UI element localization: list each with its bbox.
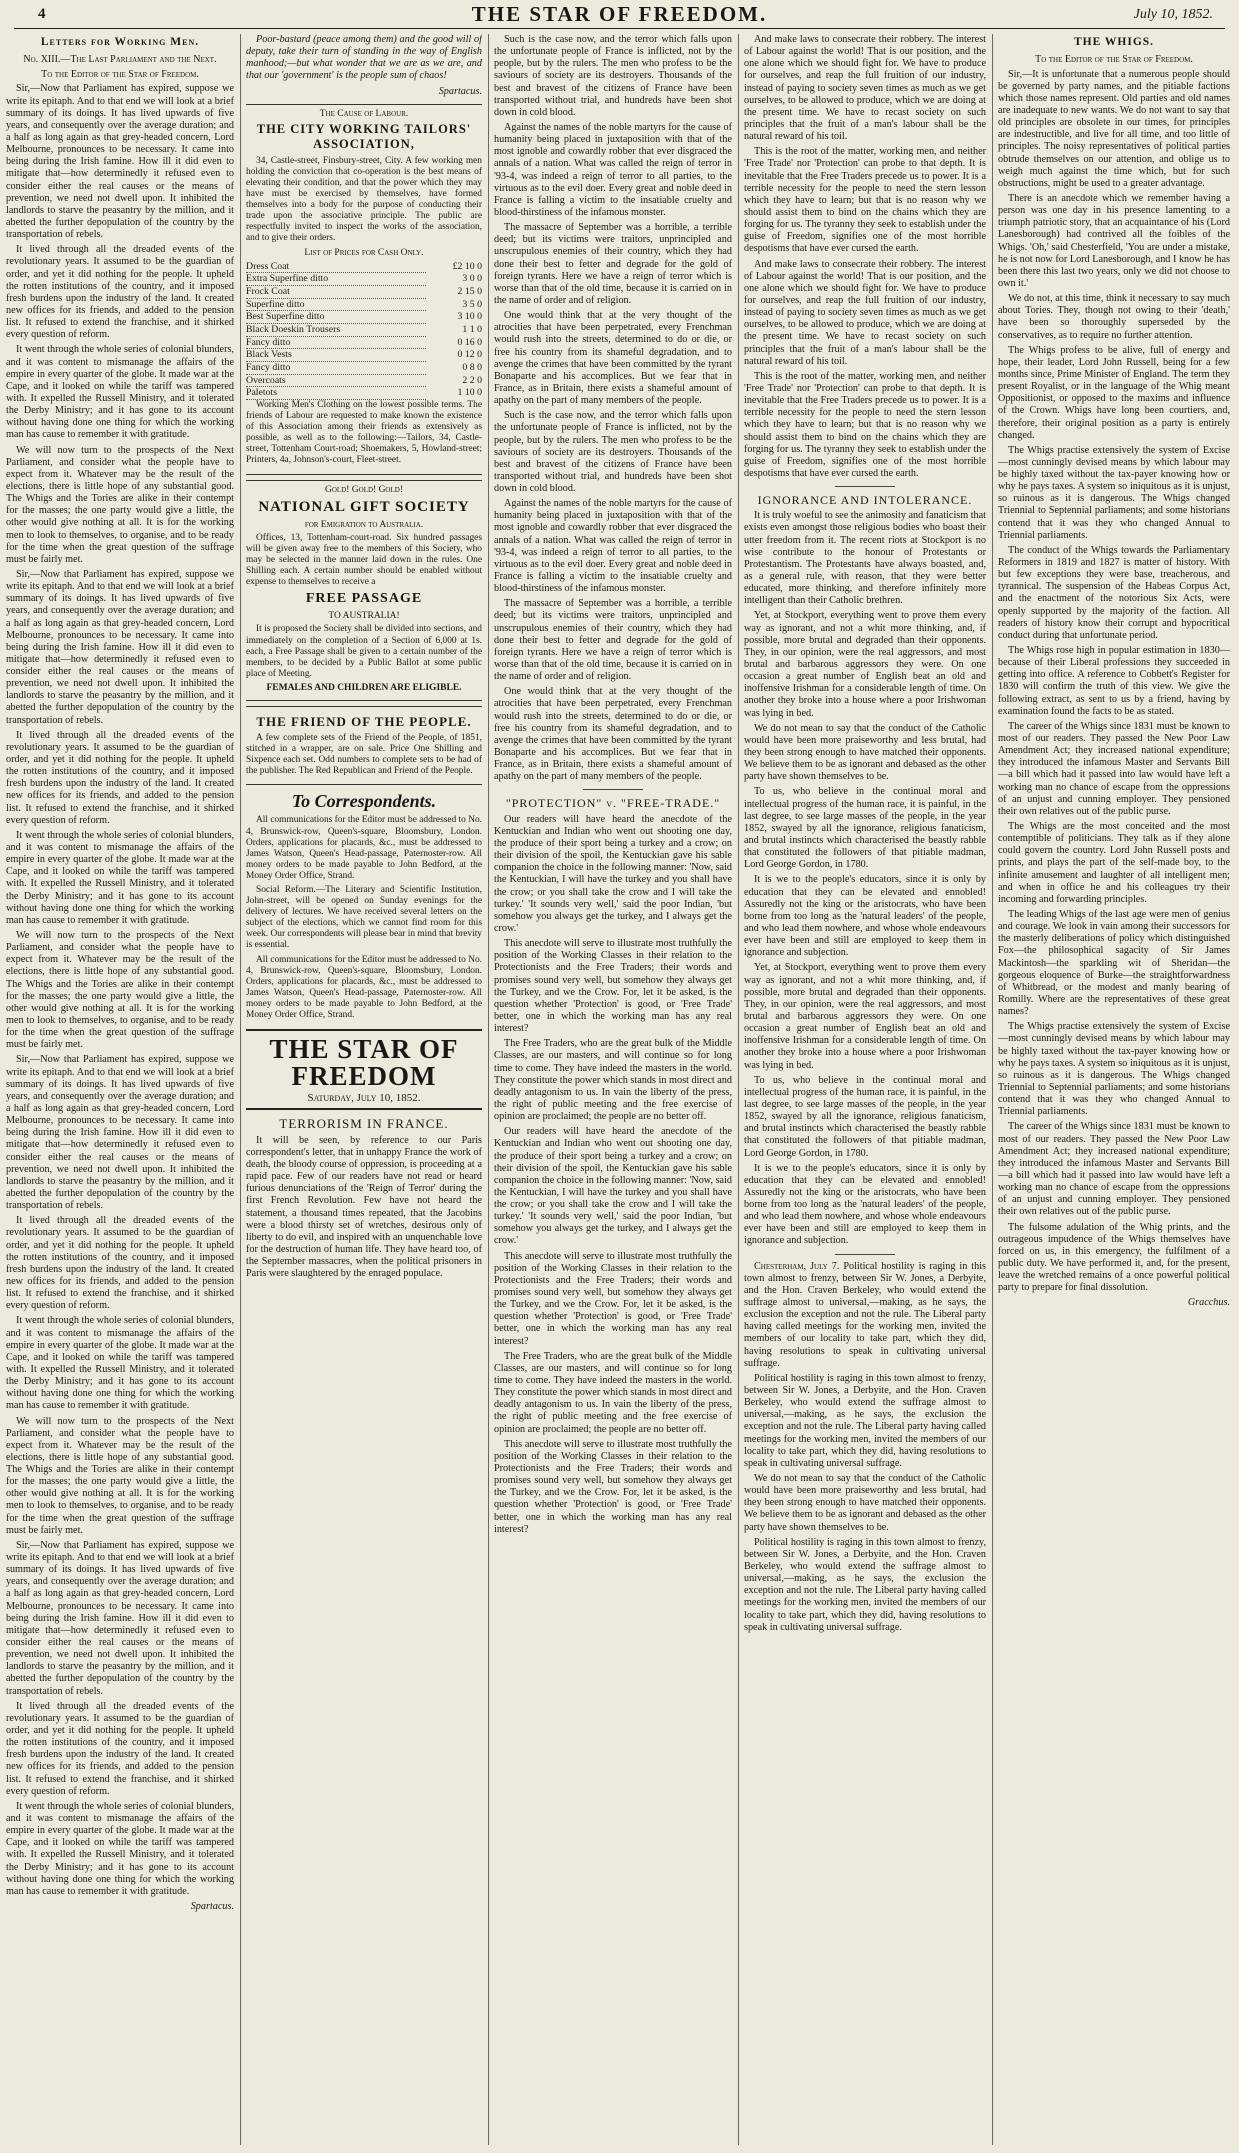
letters-signature: Spartacus.: [190, 1900, 234, 1912]
friend-heading: THE FRIEND OF THE PEOPLE.: [256, 714, 472, 730]
price-row: [246, 324, 482, 337]
protection-continued: And make laws to consecrate their robbery. The interest of Labour against the world! That is our position, and the one alone which we should fight for. We have to produce for ourselves, and reap the full fruition of our industry, instead of paying to society seven times as much as we get ourselves, to be allowed to produce, which we are doing at the present time. We have to recast society on such principles that the fruit of a man's labour shall be the natural reward of his toil.: [744, 258, 986, 367]
protection-paragraph: The Free Traders, who are the great bulk of the Middle Classes, are our masters, and will continue so for long time to come. They have indeed the masters in the world. They constitute the power which stands in most direct and deadly antagonism to us. In vain the liberty of the press, the right of public meeting and the free exercise of opinion are proclaimed; the people are no better off.: [494, 1350, 732, 1435]
protection-continued: This is the root of the matter, working men, and neither 'Free Trade' nor 'Protection' can probe to that depth. It is inevitable that the Free Traders precede us to power. It is a terrible necessity for the people to need the stern lesson which they have to learn; but that is no reason why we should assist them to bind on the chains which they are forging for us. The tyranny they seek to establish under the guise of Freedom, signifies one of the most horrible despotisms that have ever cursed the earth.: [744, 370, 986, 479]
price-value: 1 10 0: [457, 387, 482, 399]
price-value: 1 1 0: [462, 324, 482, 336]
whigs-paragraph: There is an anecdote which we remember having a person was one day in his presence lamenting to a triumph patriotic story, that an acquaintance of his (Lord Lanesborough) had contrived all the foibles of the Whigs. 'Oh,' said Chesterfield, 'You are under a mistake, he is not now for Lord Lanesborough, and I know he has been there this last two years, only we did not choose to own it.': [998, 192, 1230, 289]
gift-society-advertisement: [246, 480, 482, 702]
protection-paragraph: This anecdote will serve to illustrate most truthfully the position of the Working Classes in their relation to the Protectionists and the Free Traders; their words and promises sound very well, but somehow they always get the Turkey, and we the Crow. For, let it be asked, is the question whether 'Protection' is good, or 'Free Trade' better, one in which the working man has any real interest?: [494, 1438, 732, 1535]
price-row: [246, 311, 482, 324]
price-item: Fancy ditto: [246, 336, 426, 349]
price-value: 0 8 0: [462, 362, 482, 374]
terrorism-continued: Against the names of the noble martyrs for the cause of humanity being placed in juxtaposition with that of the most ignoble and cowardly robber that ever disgraced the annals of a nation. What was called the reign of terror in '93-4, was indeed a reign of terror to all parties, to the virtuous as to the evil doer. Every great and noble deed in France is falling a victim to the insatiable cruelty and blood-thirstiness of the infamous monster.: [494, 498, 732, 595]
free-passage-heading: FREE PASSAGE: [305, 591, 423, 607]
paper-date: Saturday, July 10, 1852.: [246, 1092, 482, 1110]
column-4: [744, 34, 986, 2145]
whigs-paragraph: The Whigs rose high in popular estimation in 1830—because of their Liberal professions they succeeded in getting into office. A reference to Cobbett's Register for 1830 will confirm the truth of this view. We give the following extract, as sent to us by a friend, having by examination found the facts to be as stated.: [998, 645, 1230, 717]
whigs-paragraph: The Whigs practise extensively the system of Excise—most cunningly devised means by which labour may be highly taxed without the tax-payer knowing how or why he pays taxes. A system so iniquitous as it is unjust, so ruinous as it is dangerous. The Whigs changed Triennial to Septennial parliaments; and some historians contend that it was they who changed Annual to Triennial parliaments.: [998, 444, 1230, 541]
column-divider: [240, 34, 241, 2145]
price-value: 3 0 0: [462, 273, 482, 285]
letters-to-editor: To the Editor of the Star of Freedom.: [41, 68, 199, 80]
price-row: [246, 387, 482, 400]
females-eligible: FEMALES AND CHILDREN ARE ELIGIBLE.: [266, 682, 462, 693]
terrorism-continued: One would think that at the very thought of the atrocities that have been perpetrated, every Frenchman would rush into the streets, determined to do or die, or free his country from its shameful degradation, and to avenge the crimes that have been committed by the tyrant Bonaparte and his accomplices. But we fear that in France, as in Britain, there exists a shameful amount of apathy on the part of many members of the people.: [494, 310, 732, 407]
closing-signature: Spartacus.: [438, 85, 482, 97]
issue-date: July 10, 1852.: [1133, 7, 1213, 22]
whigs-paragraph: The Whigs profess to be alive, full of energy and hope, their leader, Lord John Russell, being for a few months since, Prime Minister of England. The term they present Royalist, or in the language of the Whig meant Oppositionist, or opposed to the maxims and influence of the Crown. Whigs have long been courtiers, and, therefore, their original position as a party is entirely changed.: [998, 344, 1230, 441]
terrorism-continued: Such is the case now, and the terror which falls upon the unfortunate people of France is inflicted, not by the people, but by the rulers. The men who profess to be the saviours of society are its destroyers. Thousands of the best and bravest of the citizens of France have been transported without trial, and hundreds have been shot down in cold blood.: [494, 34, 732, 118]
terrorism-continued: The massacre of September was a horrible, a terrible deed; but its victims were traitors, unprincipled and unscrupulous enemies of their country, which they had done their best to fetter and degrade for the gold of foreign tyrants. Here we have a reign of terror which is worse than that of the old time, because it is carried on in the name of order and of religion.: [494, 598, 732, 683]
header-rule: [14, 28, 1225, 29]
letters-heading: Letters for Working Men.: [40, 36, 200, 48]
article-paragraph: It lived through all the dreaded events of the revolutionary years. It assumed to be the guardian of order, and yet it did nothing for the people. It upheld the rotten institutions of the country, and it imposed fresh burdens upon the industry of the land. It created new offices for its friends, and added to the pension list. It refused to extend the franchise, and it shirked every question of reform.: [6, 244, 234, 341]
article-paragraph: Sir,—Now that Parliament has expired, suppose we write its epitaph. And to that end we will look at a brief summary of its doings. It has lived upwards of five years, and consequently over the average duration; and a half as long again as that grey-headed concern, Lord Melbourne, pronounces to be necessary. It came into being during the Irish famine. How ill it did even to mitigate that—how determinedly it refused even to consider either the real causes or the means of prevention, we need not dwell upon. It inhibited the landlords to starve the peasantry by the million, and it abetted the further depopulation of the country by the transportation of rebels.: [6, 1539, 234, 1697]
price-row: [246, 336, 482, 349]
column-5: [998, 34, 1230, 2145]
whigs-paragraph: The conduct of the Whigs towards the Parliamentary Reformers in 1819 and 1827 is matter of history. With but few exceptions they were base, treacherous, and tyrannical. The suspension of the Habeas Corpus Act, and the enactment of the notorious Six Acts, were openly supported by the majority of the faction. All readers of history know their corrupt and hypocritical conduct during that unfortunate period.: [998, 544, 1230, 641]
whigs-paragraph: The Whigs are the most conceited and the most contemptible of politicians. They talk as if they alone could govern the country. Lord John Russell posts and prints, and plays the part of the self-made boy, to the infinite amusement and laughter of all intelligent men; and when in office he and his colleagues try their incoming and forwarding principles.: [998, 821, 1230, 905]
protection-heading: "PROTECTION" v. "FREE-TRADE.": [505, 796, 721, 811]
article-paragraph: It lived through all the dreaded events of the revolutionary years. It assumed to be the guardian of order, and yet it did nothing for the people. It upheld the rotten institutions of the country, and it imposed fresh burdens upon the industry of the land. It created new offices for its friends, and added to the pension list. It refused to extend the franchise, and it shirked every question of reform.: [6, 1215, 234, 1312]
gift-society-subheading: for Emigration to Australia.: [304, 519, 424, 530]
whigs-paragraph: Sir,—It is unfortunate that a numerous people should be governed by party names, and the pitiable factions which those names represent. Old parties and old names are inadequate to new wants. We do not want to say that old principles are obsolete in our times, for principles are indestructible, and live for all time, and too little of principles. The noisy representatives of political parties obtrude themselves on our attention, and oblige us to weigh much against the time which, but for such obstructions, might be used to a greater advantage.: [998, 68, 1230, 189]
whigs-paragraph: The career of the Whigs since 1831 must be known to most of our readers. They passed the New Poor Law Amendment Act; they increased national expenditure; they introduced the infamous Master and Servants Bill—a bill which had it passed into law would have left a working man no chance of escape from the oppressions of an unjust and cunning employer. They pensioned their own relatives out of the public purse.: [998, 1121, 1230, 1218]
to-australia-heading: TO AUSTRALIA!: [328, 611, 400, 622]
price-item: Frock Coat: [246, 286, 426, 299]
price-item: Black Vests: [246, 349, 426, 362]
gift-society-heading: NATIONAL GIFT SOCIETY: [258, 498, 470, 515]
article-paragraph: It went through the whole series of colonial blunders, and it was content to mismanage the affairs of the empire in every quarter of the globe. It made war at the Cape, and it looked on while the tariff was tampered with. It expelled the Russell Ministry, and it tolerated the Derby Ministry; and it has gone to its account without having done one thing for which the working man has cause to remember it with gratitude.: [6, 1800, 234, 1897]
whigs-paragraph: The leading Whigs of the last age were men of genius and courage. We look in vain among their successors for the masterly deliberations of policy which distinguished Fox—the philosophical sagacity of Sir James Mackintosh—the sparkling wit of Sheridan—the gorgeous eloquence of Burke—the straightforwardness of Whitbread, or the modest and manly bearing of Romilly. Where are the representatives of these great names?: [998, 908, 1230, 1018]
closing-lines: Poor-bastard (peace among them) and the good will of deputy, take their turn of standing in the way of English manhood;—but what wonder that we are as we are, and that our 'government' is the people sum of chaos!: [246, 34, 482, 82]
article-paragraph: It lived through all the dreaded events of the revolutionary years. It assumed to be the guardian of order, and yet it did nothing for the people. It upheld the rotten institutions of the country, and it imposed fresh burdens upon the industry of the land. It created new offices for its friends, and added to the pension list. It refused to extend the franchise, and it shirked every question of reform.: [6, 729, 234, 826]
whigs-final: The fulsome adulation of the Whig prints, and the outrageous impudence of the Whigs themselves have forced on us, in this emergency, the fulfilment of a public duty. We have performed it, and, for the present, leave the wretched remains of a once powerful political party to prepare for final dissolution.: [998, 1221, 1230, 1294]
correspondents-heading: To Correspondents.: [291, 791, 437, 812]
paper-title: THE STAR OF FREEDOM: [246, 1029, 482, 1090]
protection-paragraph: The Free Traders, who are the great bulk of the Middle Classes, are our masters, and will continue so for long time to come. They have indeed the masters in the world. They constitute the power which stands in most direct and deadly antagonism to us. In vain the liberty of the press, the right of public meeting and the free exercise of opinion are proclaimed; the people are no better off.: [494, 1038, 732, 1123]
terrorism-continued: Against the names of the noble martyrs for the cause of humanity being placed in juxtaposition with that of the most ignoble and cowardly robber that ever disgraced the annals of a nation. What was called the reign of terror in '93-4, was indeed a reign of terror to all parties, to the virtuous as to the evil doer. Every great and noble deed in France is falling a victim to the insatiable cruelty and blood-thirstiness of the infamous monster.: [494, 121, 732, 218]
price-item: Extra Superfine ditto: [246, 273, 426, 286]
price-row: [246, 273, 482, 286]
column-1: [6, 34, 234, 2145]
article-paragraph: We will now turn to the prospects of the Next Parliament, and consider what the people have to expect from it. Whatever may be the result of the elections, there is little hope of any substantial good. The Whigs and the Tories are alike in their contempt for the masses; the one party would give a little, the other would give nothing at all. It is for the working men to look to themselves, to organise, and to be ready for the time when the great question of the suffrage must be fairly met.: [6, 930, 234, 1051]
article-paragraph: It went through the whole series of colonial blunders, and it was content to mismanage the affairs of the empire in every quarter of the globe. It made war at the Cape, and it looked on while the tariff was tampered with. It expelled the Russell Ministry, and it tolerated the Derby Ministry; and it has gone to its account without having done one thing for which the working man has cause to remember it with gratitude.: [6, 1315, 234, 1412]
ignorance-paragraph: Yet, at Stockport, everything went to prove them every way as ignorant, and not a whit more thinking, and, if possible, more brutal and degraded than their opponents. They, in our opinion, were the real aggressors, and most brutal and barbarous aggressors they were. On one occasion a great number of English beat an old and inoffensive Irishman for a considerable length of time. On another they broke into a house where a poor Irishwoman was lying in bed.: [744, 610, 986, 719]
price-item: Overcoats: [246, 374, 426, 387]
section-rule: [835, 486, 895, 487]
article-paragraph: Sir,—Now that Parliament has expired, suppose we write its epitaph. And to that end we will look at a brief summary of its doings. It has lived upwards of five years, and consequently over the average duration; and a half as long again as that grey-headed concern, Lord Melbourne, pronounces to be necessary. It came into being during the Irish famine. How ill it did even to mitigate that—how determinedly it refused even to consider either the real causes or the means of prevention, we need not dwell upon. It inhibited the landlords to starve the peasantry by the million, and it abetted the further depopulation of the country by the transportation of rebels.: [6, 83, 234, 241]
article-paragraph: We will now turn to the prospects of the Next Parliament, and consider what the people have to expect from it. Whatever may be the result of the elections, there is little hope of any substantial good. The Whigs and the Tories are alike in their contempt for the masses; the one party would give a little, the other would give nothing at all. It is for the working men to look to themselves, to organise, and to be ready for the time when the great question of the suffrage must be fairly met.: [6, 444, 234, 565]
correspondents-text-2: Social Reform.—The Literary and Scientific Institution, John-street, will be opened on Sunday evenings for the delivery of lectures. We have received several letters on the subject of the elections, which we cannot find room for this week. Our correspondents will please bear in mind that brevity is essential.: [246, 885, 482, 951]
protection-continued: And make laws to consecrate their robbery. The interest of Labour against the world! That is our position, and the one alone which we should fight for. We have to produce for ourselves, and reap the full fruition of our industry, instead of paying to society seven times as much as we get ourselves, to be allowed to produce, which we are doing at the present time. We have to recast society on such principles that the fruit of a man's labour shall be the natural reward of his toil.: [744, 34, 986, 143]
terrorism-text: It will be seen, by reference to our Paris correspondent's letter, that in unhappy France the work of death, the bloody course of oppression, is proceeding at a rapid pace. Few of our readers have not read or heard furious denunciations of the 'Reign of Terror' during the first French Revolution. Few have not heard the statement, a thousand times repeated, that the Jacobins were a blood thirsty set of wretches, desirous only of liberty to do evil, and inspired with an unquenchable love for the destruction of human life. They have heard too, of the September massacres, when the political prisoners in Paris were slaughtered by the enraged populace.: [246, 1134, 482, 1280]
tailors-heading: THE CITY WORKING TAILORS' ASSOCIATION,: [256, 122, 472, 151]
column-divider: [738, 34, 739, 2145]
price-row: [246, 261, 482, 273]
price-item: Black Doeskin Trousers: [246, 324, 426, 337]
price-value: 0 12 0: [457, 349, 482, 361]
ignorance-paragraph: Yet, at Stockport, everything went to prove them every way as ignorant, and not a whit more thinking, and, if possible, more brutal and degraded than their opponents. They, in our opinion, were the real aggressors, and most brutal and barbarous aggressors they were. On one occasion a great number of English beat an old and inoffensive Irishman for a considerable length of time. On another they broke into a house where a poor Irishwoman was lying in bed.: [744, 962, 986, 1071]
ignorance-paragraph: It is we to the people's educators, since it is only by education that they can be elevated and ennobled! Assuredly not the king or the aristocrats, who have been borne from too long as the 'natural leaders' of the people, and who lead them nowhere, and whose whole endeavours ever have been and still are employed to keep them in ignorance and subjection.: [744, 874, 986, 959]
newspaper-title: THE STAR OF FREEDOM.: [471, 2, 768, 26]
protection-paragraph: This anecdote will serve to illustrate most truthfully the position of the Working Classes in their relation to the Protectionists and the Free Traders; their words and promises sound very well, but somehow they always get the Turkey, and we the Crow. For, let it be asked, is the question whether 'Protection' is good, or 'Free Trade' better, one in which the working man has any real interest?: [494, 1250, 732, 1347]
terrorism-heading: TERRORISM IN FRANCE.: [279, 1116, 449, 1132]
ignorance-heading: IGNORANCE AND INTOLERANCE.: [757, 493, 973, 508]
price-value: 3 5 0: [462, 298, 482, 310]
whigs-to-editor: To the Editor of the Star of Freedom.: [1035, 53, 1193, 65]
correspondents-text-3: All communications for the Editor must be addressed to No. 4, Brunswick-row, Queen's-square, Bloomsbury, London. Orders, applications for placards, &c., must be addressed to James Watson, Queen's Head-passage, Paternoster-row. All money orders to be made payable to John Bedford, at the Money Order Office, Strand.: [246, 954, 482, 1021]
whigs-paragraph: We do not, at this time, think it necessary to say much about Tories. They, though not owing to their 'death,' have been so thoroughly superseded by the conservatives, as to require no further attention.: [998, 293, 1230, 341]
friend-of-people-advertisement: [246, 706, 482, 785]
chesterham-text-2: Political hostility is raging in this town almost to frenzy, between Sir W. Jones, a Derbyite, and the Hon. Craven Berkeley, who would extend the suffrage almost to universal,—making, as he says, the exclusion the exception and not the rule. The Liberal party having called meetings for the working men, invited the members of our locality to take part, which they did, having resolutions to speak in cultivating universal suffrage.: [744, 1372, 986, 1469]
price-value: 2 15 0: [457, 286, 482, 298]
gift-society-text-2: It is proposed the Society shall be divided into sections, and immediately on the completion of a Section of 6,000 at 1s. each, a Free Passage shall be given to a certain number of the members, to be decided by a Public Ballot at some public place of Meeting.: [246, 624, 482, 679]
chesterham-text-3: We do not mean to say that the conduct of the Catholic would have been more praiseworthy and less brutal, had they been strong enough to have matched their opponents. We believe them to be as ignorant and debased as the other party have shown themselves to be.: [744, 1473, 986, 1533]
whigs-paragraph: The Whigs practise extensively the system of Excise—most cunningly devised means by which labour may be highly taxed without the tax-payer knowing how or why he pays taxes. A system so iniquitous as it is unjust, so ruinous as it is dangerous. The Whigs changed Triennial to Septennial parliaments; and some historians contend that it was they who changed Annual to Triennial parliaments.: [998, 1021, 1230, 1118]
article-paragraph: We will now turn to the prospects of the Next Parliament, and consider what the people have to expect from it. Whatever may be the result of the elections, there is little hope of any substantial good. The Whigs and the Tories are alike in their contempt for the masses; the one party would give a little, the other would give nothing at all. It is for the working men to look to themselves, to organise, and to be ready for the time when the great question of the suffrage must be fairly met.: [6, 1415, 234, 1536]
tailors-text: 34, Castle-street, Finsbury-street, City. A few working men holding the conviction that co-operation is the best means of elevating their condition, and that the power which they may have must be exercised by themselves, have formed themselves into a body for the purpose of conducting their trade upon the associative principle. The public are respectfully invited to inspect the works of the association, and to give their orders.: [246, 155, 482, 244]
article-paragraph: Sir,—Now that Parliament has expired, suppose we write its epitaph. And to that end we will look at a brief summary of its doings. It has lived upwards of five years, and consequently over the average duration; and a half as long again as that grey-headed concern, Lord Melbourne, pronounces to be necessary. It came into being during the Irish famine. How ill it did even to mitigate that—how determinedly it refused even to consider either the real causes or the means of prevention, we need not dwell upon. It inhibited the landlords to starve the peasantry by the million, and it abetted the further depopulation of the country by the transportation of rebels.: [6, 568, 234, 726]
tailors-title: The Cause of Labour.: [319, 108, 409, 119]
price-item: Best Superfine ditto: [246, 311, 426, 324]
protection-continued: This is the root of the matter, working men, and neither 'Free Trade' nor 'Protection' can probe to that depth. It is inevitable that the Free Traders precede us to power. It is a terrible necessity for the people to need the stern lesson which they have to learn; but that is no reason why we should assist them to bind on the chains which they are forging for us. The tyranny they seek to establish under the guise of Freedom, signifies one of the most horrible despotisms that have ever cursed the earth.: [744, 146, 986, 255]
protection-paragraph: Our readers will have heard the anecdote of the Kentuckian and Indian who went out shooting one day, the produce of their sport being a turkey and a crow; on their division of the spoil, the Kentuckian gave his sable companion the choice in the following manner: 'Now, said the Kentuckian, I will have the turkey and you shall have the crow; or you shall take the crow and I will take the turkey.' 'It sounds very well,' said the poor Indian, 'but somehow you always get the turkey, and I always get the crow.': [494, 813, 732, 934]
column-divider: [992, 34, 993, 2145]
price-value: 0 16 0: [457, 336, 482, 348]
chesterham-text-4: Political hostility is raging in this town almost to frenzy, between Sir W. Jones, a Derbyite, and the Hon. Craven Berkeley, who would extend the suffrage almost to universal,—making, as he says, the exclusion the exception and not the rule. The Liberal party having called meetings for the working men, invited the members of our locality to take part, which they did, having resolutions to speak in cultivating universal suffrage.: [744, 1536, 986, 1633]
tailors-note: Working Men's Clothing on the lowest possible terms. The friends of Labour are requested to make known the existence of this Association among their friends as extensively as possible, as well as to the following:—Tailors, 34, Castle-street, Tottenham Court-road; Shoemakers, 5, Howland-street; Printers, 4a, Johnson's-court, Fleet-street.: [246, 400, 482, 466]
price-row: [246, 349, 482, 362]
price-item: Fancy ditto: [246, 362, 426, 375]
ignorance-paragraph: It is truly woeful to see the animosity and fanaticism that exists even amongst those religious bodies who boast their utter freedom from it. The recent riots at Stockport is no wise contribute to the honour of Protestants or Protestantism. The Protestants have always boasted, and, as a general rule, with reason, that they were better educated, more thinking, and therefore infinitely more intelligent than their Catholic brethren.: [744, 510, 986, 607]
price-item: Paletots: [246, 387, 426, 400]
price-table: [246, 261, 482, 400]
ignorance-paragraph: It is we to the people's educators, since it is only by education that they can be elevated and ennobled! Assuredly not the king or the aristocrats, who have been borne from too long as the 'natural leaders' of the people, and who lead them nowhere, and whose whole endeavours ever have been and still are employed to keep them in ignorance and subjection.: [744, 1162, 986, 1247]
article-paragraph: It lived through all the dreaded events of the revolutionary years. It assumed to be the guardian of order, and yet it did nothing for the people. It upheld the rotten institutions of the country, and it imposed fresh burdens upon the industry of the land. It created new offices for its friends, and added to the pension list. It refused to extend the franchise, and it shirked every question of reform.: [6, 1700, 234, 1797]
page-number: 4: [38, 6, 46, 22]
price-row: [246, 374, 482, 387]
section-rule: [583, 789, 643, 790]
column-2: [246, 34, 482, 2145]
terrorism-continued: One would think that at the very thought of the atrocities that have been perpetrated, every Frenchman would rush into the streets, determined to do or die, or free his country from its shameful degradation, and to avenge the crimes that have been committed by the tyrant Bonaparte and his accomplices. But we fear that in France, as in Britain, there exists a shameful amount of apathy on the part of many members of the people.: [494, 686, 732, 783]
price-item: Superfine ditto: [246, 298, 426, 311]
gold-title: Gold! Gold! Gold!: [325, 484, 403, 495]
ignorance-paragraph: To us, who believe in the continual moral and intellectual progress of the human race, it is painful, in the last degree, to see large masses of the people, in the year 1852, swayed by all the ignorance, religious fanaticism, and brutal instincts which characterised the beastly rabble that constituted the followers of that pitiable madman, Lord George Gordon, in 1780.: [744, 1074, 986, 1159]
price-item: Dress Coat: [246, 261, 426, 273]
ignorance-paragraph: We do not mean to say that the conduct of the Catholic would have been more praiseworthy and less brutal, had they been strong enough to have matched their opponents. We believe them to be as ignorant and debased as the other party have shown themselves to be.: [744, 722, 986, 783]
friend-text: A few complete sets of the Friend of the People, of 1851, stitched in a wrapper, are on sale. Price One Shilling and Sixpence each set. Odd numbers to complete sets to be had of the publisher. The Red Republican and Friend of the People.: [246, 732, 482, 776]
price-value: 3 10 0: [457, 311, 482, 323]
letters-subheading: No. XIII.—The Last Parliament and the Next.: [23, 53, 217, 65]
page-header: [0, 0, 1239, 30]
whigs-paragraph: The career of the Whigs since 1831 must be known to most of our readers. They passed the New Poor Law Amendment Act; they increased national expenditure; they introduced the infamous Master and Servants Bill—a bill which had it passed into law would have left a working man no chance of escape from the oppressions of an unjust and cunning employer. They pensioned their own relatives out of the public purse.: [998, 720, 1230, 817]
price-list-title: List of Prices for Cash Only.: [304, 247, 424, 258]
protection-paragraph: This anecdote will serve to illustrate most truthfully the position of the Working Classes in their relation to the Protectionists and the Free Traders; their words and promises sound very well, but somehow they always get the Turkey, and we the Crow. For, let it be asked, is the question whether 'Protection' is good, or 'Free Trade' better, one in which the working man has any real interest?: [494, 938, 732, 1035]
protection-paragraph: Our readers will have heard the anecdote of the Kentuckian and Indian who went out shooting one day, the produce of their sport being a turkey and a crow; on their division of the spoil, the Kentuckian gave his sable companion the choice in the following manner: 'Now, said the Kentuckian, I will have the turkey and you shall have the crow; or you shall take the crow and I will take the turkey.' 'It sounds very well,' said the poor Indian, 'but somehow you always get the turkey, and I always get the crow.': [494, 1126, 732, 1247]
ignorance-paragraph: To us, who believe in the continual moral and intellectual progress of the human race, it is painful, in the last degree, to see large masses of the people, in the year 1852, swayed by all the ignorance, religious fanaticism, and brutal instincts which characterised the beastly rabble that constituted the followers of that pitiable madman, Lord George Gordon, in 1780.: [744, 786, 986, 871]
price-row: [246, 286, 482, 299]
whigs-heading: THE WHIGS.: [1073, 36, 1155, 48]
tailors-advertisement: [246, 104, 482, 475]
correspondents-text: All communications for the Editor must be addressed to No. 4, Brunswick-row, Queen's-square, Bloomsbury, London. Orders, applications for placards, &c., must be addressed to James Watson, Queen's Head-passage, Paternoster-row. All money orders to be made payable to John Bedford, at the Money Order Office, Strand.: [246, 815, 482, 881]
article-paragraph: Sir,—Now that Parliament has expired, suppose we write its epitaph. And to that end we will look at a brief summary of its doings. It has lived upwards of five years, and consequently over the average duration; and a half as long again as that grey-headed concern, Lord Melbourne, pronounces to be necessary. It came into being during the Irish famine. How ill it did even to mitigate that—how determinedly it refused even to consider either the real causes or the means of prevention, we need not dwell upon. It inhibited the landlords to starve the peasantry by the million, and it abetted the further depopulation of the country by the transportation of rebels.: [6, 1054, 234, 1212]
column-divider: [488, 34, 489, 2145]
price-row: [246, 362, 482, 375]
article-paragraph: It went through the whole series of colonial blunders, and it was content to mismanage the affairs of the empire in every quarter of the globe. It made war at the Cape, and it looked on while the tariff was tampered with. It expelled the Russell Ministry, and it tolerated the Derby Ministry; and it has gone to its account without having done one thing for which the working man has cause to remember it with gratitude.: [6, 829, 234, 926]
price-value: 2 2 0: [462, 374, 482, 386]
article-paragraph: It went through the whole series of colonial blunders, and it was content to mismanage the affairs of the empire in every quarter of the globe. It made war at the Cape, and it looked on while the tariff was tampered with. It expelled the Russell Ministry, and it tolerated the Derby Ministry; and it has gone to its account without having done one thing for which the working man has cause to remember it with gratitude.: [6, 344, 234, 441]
price-value: £2 10 0: [452, 261, 482, 273]
section-rule: [835, 1254, 895, 1255]
column-3: [494, 34, 732, 2145]
terrorism-continued: The massacre of September was a horrible, a terrible deed; but its victims were traitors, unprincipled and unscrupulous enemies of their country, which they had done their best to fetter and degrade for the gold of foreign tyrants. Here we have a reign of terror which is worse than that of the old time, because it is carried on in the name of order and of religion.: [494, 222, 732, 306]
price-row: [246, 298, 482, 311]
chesterham-text: Political hostility is raging in this town almost to frenzy, between Sir W. Jones, a Derbyite, and the Hon. Craven Berkeley, who would extend the suffrage almost to universal,—making, as he says, the exclusion the exception and not the rule. The Liberal party having called meetings for the working men, invited the members of our locality to take part, which they did, having resolutions to speak in cultivating universal suffrage.: [744, 1260, 986, 1369]
terrorism-continued: Such is the case now, and the terror which falls upon the unfortunate people of France is inflicted, not by the people, but by the rulers. The men who profess to be the saviours of society are its destroyers. Thousands of the best and bravest of the citizens of France have been transported without trial, and hundreds have been shot down in cold blood.: [494, 410, 732, 495]
gift-society-text: Offices, 13, Tottenham-court-road. Six hundred passages will be given away free to the members of this Society, who may be selected in the manner laid down in the rules. One Shilling each. A certain number should be enabled without expense to themselves to receive a: [246, 533, 482, 588]
chesterham-dateline: Chesterham, July 7.: [754, 1260, 840, 1272]
whigs-signature: Gracchus.: [1187, 1297, 1230, 1309]
